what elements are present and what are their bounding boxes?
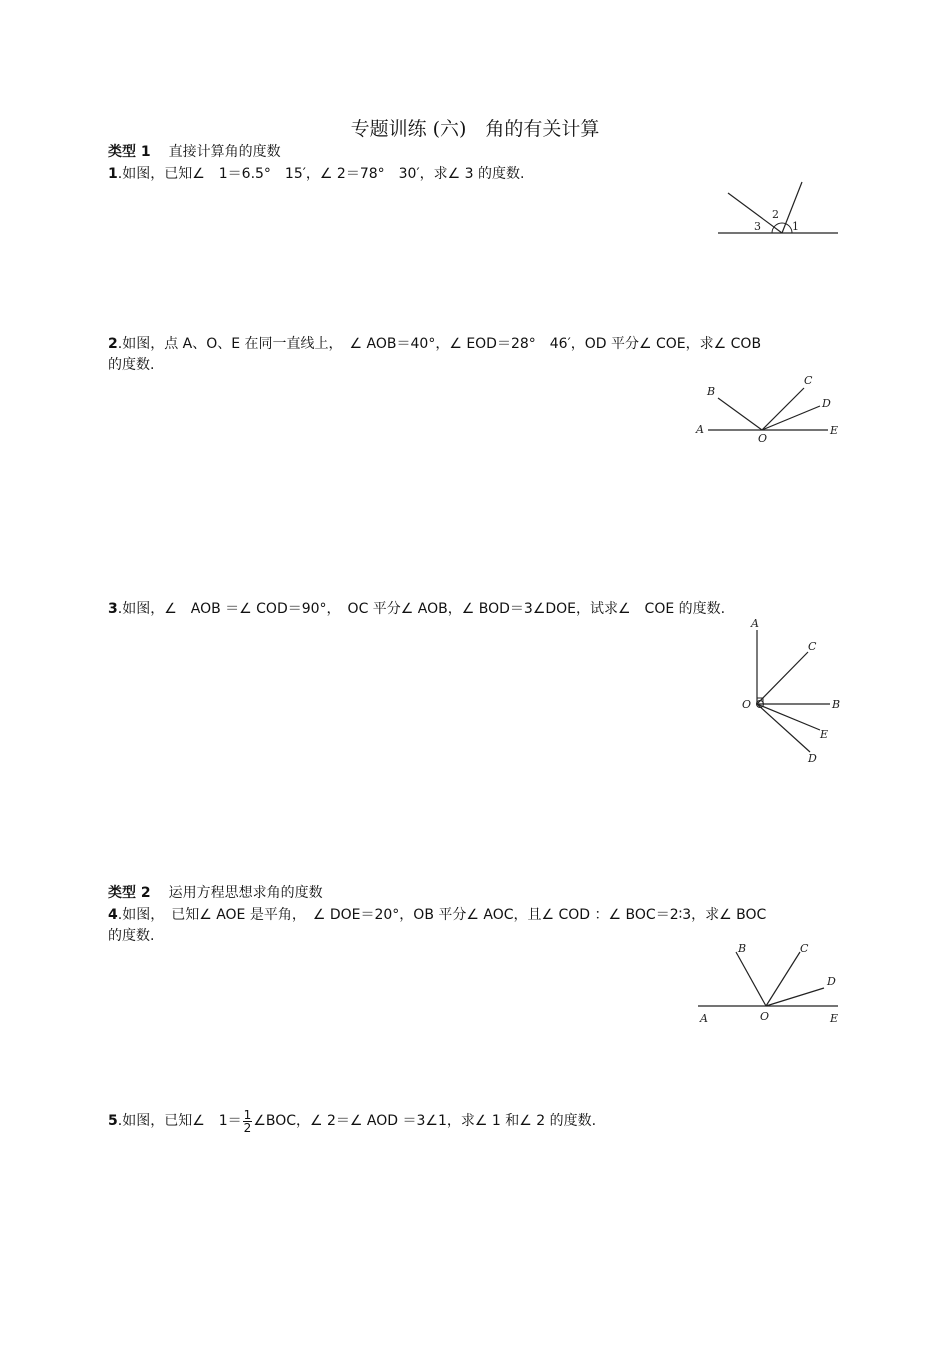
question-number: 1	[108, 166, 118, 182]
figure-label: C	[804, 374, 813, 387]
question-text: .如图，点 A、O、E 在同一直线上， ∠ AOB＝40°，∠ EOD＝28° 46′，OD 平分∠ COE，求∠ COB	[117, 336, 762, 352]
question-3	[108, 599, 725, 620]
question-number: 3	[108, 601, 118, 617]
question-text: .如图，∠ AOB ＝∠ COD＝90°， OC 平分∠ AOB，∠ BOD＝3∠DOE，试求∠ COE 的度数.	[117, 601, 726, 617]
figure-label: 2	[772, 208, 779, 221]
figure-label: E	[830, 1012, 839, 1025]
question-5	[108, 1106, 596, 1136]
figure-4	[694, 938, 844, 1028]
figure-label: O	[742, 698, 752, 711]
section-text: 运用方程思想求角的度数	[168, 885, 323, 901]
question-4	[108, 905, 766, 947]
question-1	[108, 164, 524, 185]
figure-label: D	[808, 752, 817, 765]
question-text: .如图， 已知∠ AOE 是平角， ∠ DOE＝20°，OB 平分∠ AOC，且∠ COD ：∠ BOC＝2∶3，求∠ BOC	[117, 907, 767, 923]
figure-3	[738, 614, 848, 766]
figure-1	[716, 180, 840, 236]
figure-label: B	[707, 385, 716, 398]
section-heading-1	[108, 141, 281, 161]
question-text: .如图，已知∠ 1＝6.5° 15′，∠ 2＝78° 30′，求∠ 3 的度数.	[117, 166, 525, 182]
figure-label: C	[808, 640, 817, 653]
figure-label: 1	[792, 220, 799, 233]
question-number: 2	[108, 336, 118, 352]
question-number: 4	[108, 907, 118, 923]
figure-label: 3	[754, 220, 761, 233]
section-label: 类型 1	[108, 144, 151, 160]
question-text: .如图，已知∠ 1＝	[117, 1113, 242, 1129]
figure-label: D	[827, 975, 836, 988]
section-label: 类型 2	[108, 885, 151, 901]
figure-label: B	[832, 698, 841, 711]
figure-label: A	[751, 617, 759, 630]
figure-label: A	[696, 423, 704, 436]
section-text: 直接计算角的度数	[168, 144, 281, 160]
question-continuation: 的度数.	[108, 357, 155, 373]
figure-label: C	[800, 942, 809, 955]
question-number: 5	[108, 1113, 118, 1129]
fraction-denominator: 2	[243, 1120, 252, 1135]
question-text-post: ∠BOC，∠ 2＝∠ AOD ＝3∠1，求∠ 1 和∠ 2 的度数.	[253, 1113, 597, 1129]
section-heading-2	[108, 882, 323, 902]
figure-label: O	[758, 432, 768, 445]
question-2	[108, 334, 761, 376]
page-title: 专题训练 (六) 角的有关计算	[350, 118, 600, 140]
figure-label: E	[820, 728, 829, 741]
figure-label: E	[830, 424, 839, 437]
fraction	[243, 1109, 253, 1134]
figure-label: D	[822, 397, 831, 410]
fraction-numerator: 1	[243, 1107, 252, 1122]
figure-2	[692, 372, 842, 448]
figure-label: B	[738, 942, 747, 955]
figure-label: O	[760, 1010, 770, 1023]
question-continuation: 的度数.	[108, 928, 155, 944]
figure-label: A	[700, 1012, 708, 1025]
